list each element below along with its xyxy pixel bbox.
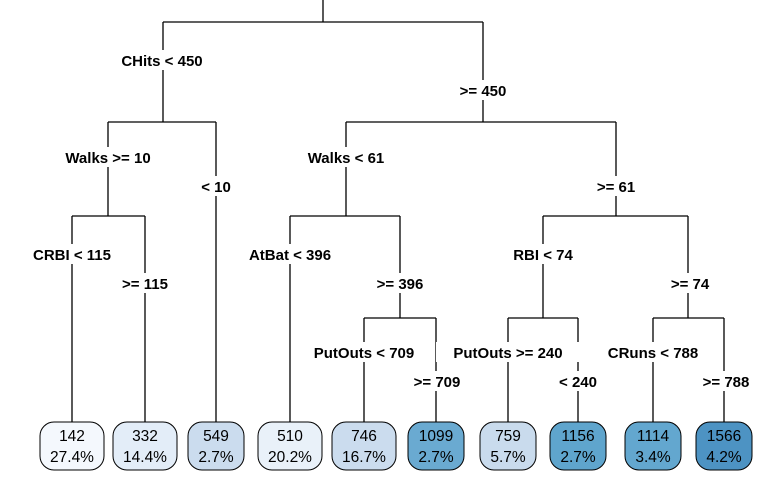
split-label-walks-10-right: < 10 bbox=[201, 179, 231, 196]
leaf-percent: 20.2% bbox=[268, 449, 312, 466]
leaf-percent: 5.7% bbox=[490, 449, 526, 466]
leaf-percent: 14.4% bbox=[123, 449, 167, 466]
edge-r bbox=[346, 122, 616, 216]
split-label-cruns: CRuns < 788 bbox=[607, 345, 699, 362]
edge-rrr bbox=[653, 318, 724, 422]
leaf-value: 1566 bbox=[706, 428, 742, 445]
leaf-value: 746 bbox=[351, 428, 377, 445]
leaf-node bbox=[625, 422, 681, 470]
edge-rlr bbox=[364, 318, 436, 422]
leaf-node bbox=[480, 422, 536, 470]
leaf-percent: 4.2% bbox=[706, 449, 742, 466]
leaf-percent: 2.7% bbox=[560, 449, 596, 466]
leaf-node bbox=[188, 422, 244, 470]
leaf-node bbox=[113, 422, 177, 470]
leaf-percent: 16.7% bbox=[342, 449, 386, 466]
split-label-putouts-240: PutOuts >= 240 bbox=[453, 345, 563, 362]
split-label-walks-61-right: >= 61 bbox=[596, 179, 636, 196]
leaf-value: 549 bbox=[203, 428, 229, 445]
split-label-walks-61: Walks < 61 bbox=[307, 150, 385, 167]
split-label-chits-right: >= 450 bbox=[459, 83, 507, 100]
leaf-value: 1099 bbox=[418, 428, 454, 445]
split-label-putouts-709: PutOuts < 709 bbox=[313, 345, 415, 362]
leaf-value: 759 bbox=[495, 428, 521, 445]
leaf-node bbox=[258, 422, 322, 470]
split-label-rbi: RBI < 74 bbox=[513, 247, 573, 264]
leaf-node bbox=[408, 422, 464, 470]
split-label-putouts-709-right: >= 709 bbox=[413, 374, 461, 391]
leaf-node bbox=[550, 422, 606, 470]
leaf-nodes bbox=[40, 422, 752, 470]
edge-rrl bbox=[508, 318, 578, 422]
split-label-rbi-right: >= 74 bbox=[670, 276, 710, 293]
leaf-percent: 3.4% bbox=[635, 449, 671, 466]
split-label-walks-10: Walks >= 10 bbox=[65, 150, 151, 167]
split-label-chits: CHits < 450 bbox=[121, 53, 203, 70]
split-label-putouts-240-right: < 240 bbox=[559, 374, 597, 391]
leaf-node bbox=[696, 422, 752, 470]
leaf-value: 142 bbox=[59, 428, 85, 445]
leaf-value: 332 bbox=[132, 428, 158, 445]
leaf-value: 510 bbox=[277, 428, 303, 445]
edge-rr bbox=[543, 216, 688, 318]
leaf-percent: 27.4% bbox=[50, 449, 94, 466]
split-label-atbat-right: >= 396 bbox=[376, 276, 424, 293]
split-label-crbi: CRBI < 115 bbox=[33, 247, 111, 264]
split-label-cruns-right: >= 788 bbox=[702, 374, 750, 391]
split-label-crbi-right: >= 115 bbox=[122, 276, 168, 293]
leaf-node bbox=[40, 422, 104, 470]
leaf-percent: 2.7% bbox=[418, 449, 454, 466]
leaf-value: 1156 bbox=[561, 428, 595, 445]
split-label-atbat: AtBat < 396 bbox=[248, 247, 332, 264]
split-labels bbox=[20, 50, 760, 391]
leaf-percent: 2.7% bbox=[198, 449, 234, 466]
leaf-node bbox=[332, 422, 396, 470]
leaf-value: 1114 bbox=[636, 428, 670, 445]
